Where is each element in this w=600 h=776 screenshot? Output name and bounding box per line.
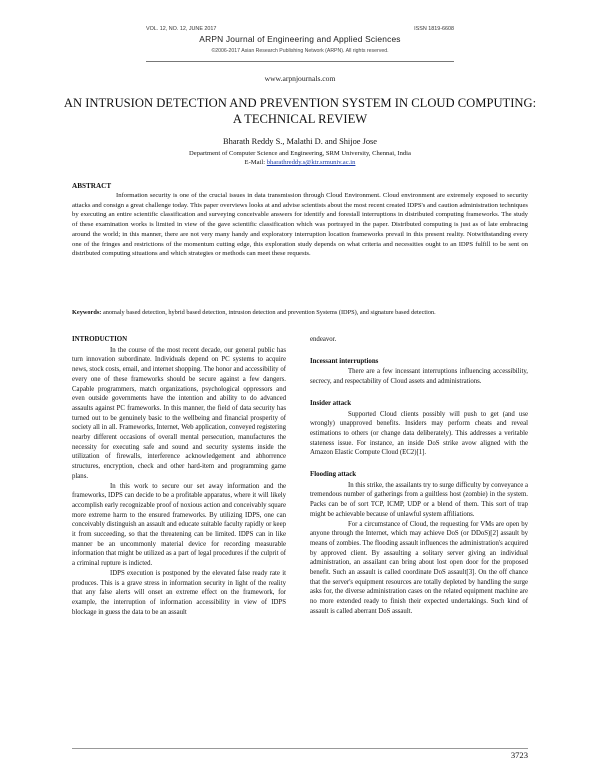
insider-text: Supported Cloud clients possibly will push to get (and use wrongly) unapproved benefits. Insiders may perform cheats and reveal estimations to others (or change data deliberately). This addresses a veritable stateness issue. For instance, an inside DoS strike avow aligned with the Amazon Elastic Compute Cloud (EC2)[1]. xyxy=(310,410,528,457)
insider-heading: Insider attack xyxy=(310,399,352,407)
journal-website: www.arpnjournals.com xyxy=(264,74,336,83)
intro-paragraph-2: In this work to secure our set away information and the frameworks, IDPS can decide to be a profitable apparatus, where it will likely accomplish early recognizable proof of noxious action and conceivably square more extreme harm to the ensured frameworks. By utilizing IDPS, one can conceivably distinguish an assault and educate suitable faculty rapidly or keep it from succeeding, so that the threatening can be limited. IDPS can in like manner be an uncommonly material device for recording measurable information that might be utilized as a part of legal procedures if the culprit of a criminal rupture is indicted. xyxy=(72,482,286,568)
right-column xyxy=(310,335,528,617)
intro-paragraph-3: IDPS execution is postponed by the elevated false ready rate it produces. This is a grave stress in information security in light of the reality that any false alerts will onset an extreme effect on the framework, for example, the interruption of information accessibility in view of IDPS blockage in guess the data to be an assault xyxy=(72,569,286,616)
abstract-heading: ABSTRACT xyxy=(72,182,112,190)
keywords xyxy=(72,308,528,317)
author-email-line xyxy=(0,159,600,166)
journal-name: ARPN Journal of Engineering and Applied Sciences xyxy=(199,34,401,44)
intro-paragraph-1: In the course of the most recent decade, our general public has turn innovation subordinate. Individuals depend on PC systems to acquire news, stock costs, email, and internet shopping. The honor and accessibility of every one of these frameworks should be secure against a few dangers. Capable programmers, match organizations, psychological oppressors and even outside governments have the intention and ability to do advanced assaults against PC frameworks. In this manner, the field of data security has turned out to be genuinely basic to the wellbeing and financial prosperity of society all in all. Frameworks, Internet, Web application, conveyed registering nearby different occasions of overall mental persecution, manufactures the necessity for executing safe and sound and security systems inside the utilization of firewalls, interference acknowledgement and abhorrence structures, encryption, check and other hard-item and programming game plans. xyxy=(72,346,286,480)
intro-continuation: endeavor. xyxy=(310,336,337,343)
introduction-heading: INTRODUCTION xyxy=(72,336,128,343)
interruptions-heading: Incessant interruptions xyxy=(310,357,379,365)
flooding-paragraph-2: For a circumstance of Cloud, the requesting for VMs are open by anyone through the Internet, which may achieve DoS (or DDoS)[2] assault by means of zombies. The flooding assault influences the administration's acquired by approved client. By assaulting a solitary server giving an individual administration, an assailant can bring about lost open door for the proposed benefit. Such an assault is called coordinate DoS assault[3]. On the off chance that the server's equipment resources are totally depleted by handling the surge asks for, the diverse administration cases on the related equipment machine are no more extended ready to finish their expected undertakings. Such kind of assault is called aberrant DoS assault. xyxy=(310,520,528,615)
volume-info: VOL. 12, NO. 12, JUNE 2017 xyxy=(146,26,217,32)
footer-divider xyxy=(72,748,528,749)
header-divider xyxy=(146,61,454,62)
author-affiliation: Department of Computer Science and Engineering, SRM University, Chennai, India xyxy=(189,150,411,157)
page-number: 3723 xyxy=(510,750,528,760)
left-column xyxy=(72,335,286,617)
author-email-link[interactable]: bharathreddy.s@ktr.srmuniv.ac.in xyxy=(266,159,356,166)
paper-title: AN INTRUSION DETECTION AND PREVENTION SYSTEM IN CLOUD COMPUTING: A TECHNICAL REVIEW xyxy=(63,96,537,126)
keywords-label: Keywords: xyxy=(72,309,102,316)
copyright-line: ©2006-2017 Asian Research Publishing Network (ARPN). All rights reserved. xyxy=(211,48,389,54)
email-label: E-Mail: xyxy=(244,159,266,166)
issn: ISSN 1819-6608 xyxy=(414,26,454,32)
keywords-text: anomaly based detection, hybrid based detection, intrusion detection and prevention Systems (IDPS), and signature based detection. xyxy=(102,309,436,316)
abstract-text: Information security is one of the crucial issues in data transmission through Cloud Environment. Cloud environment are extremely exposed to security attacks and consign a great challenge today. This paper overviews looks at and advise scientists about the most recent created IDPS's and caution administration techniques by executing an entire scientific classification and surveying conceivable answers for identify and forestall interruptions in distributed computing frameworks. The study of these examination works is limited in view of the gave scientific classification which was portrayed in the paper. Distributed computing is just as of late embracing around the world; in this manner, there are not very many handy and exploratory interruption location frameworks prevail in this present reality. Notwithstanding every one of the fringes and restrictions of the momentum cutting edge, this exploration study depends on what criteria and necessities ought to an IDPS fulfill to be sent on distributed computing situations and which strategies or methods can meet these requests. xyxy=(72,192,528,258)
interruptions-text: There are a few incessant interruptions influencing accessibility, secrecy, and respectability of Cloud assets and administrations. xyxy=(310,368,528,386)
flooding-paragraph-1: In this strike, the assailants try to surge difficulty by conveyance a tremendous number of gatherings from a guiltless host (zombie) in the system. Packs can be of sort TCP, ICMP, UDP or a blend of them. This sort of trap might be achievable because of unlawful system affiliations. xyxy=(310,481,528,518)
flooding-heading: Flooding attack xyxy=(310,471,357,479)
paper-authors: Bharath Reddy S., Malathi D. and Shijoe Jose xyxy=(223,137,377,146)
